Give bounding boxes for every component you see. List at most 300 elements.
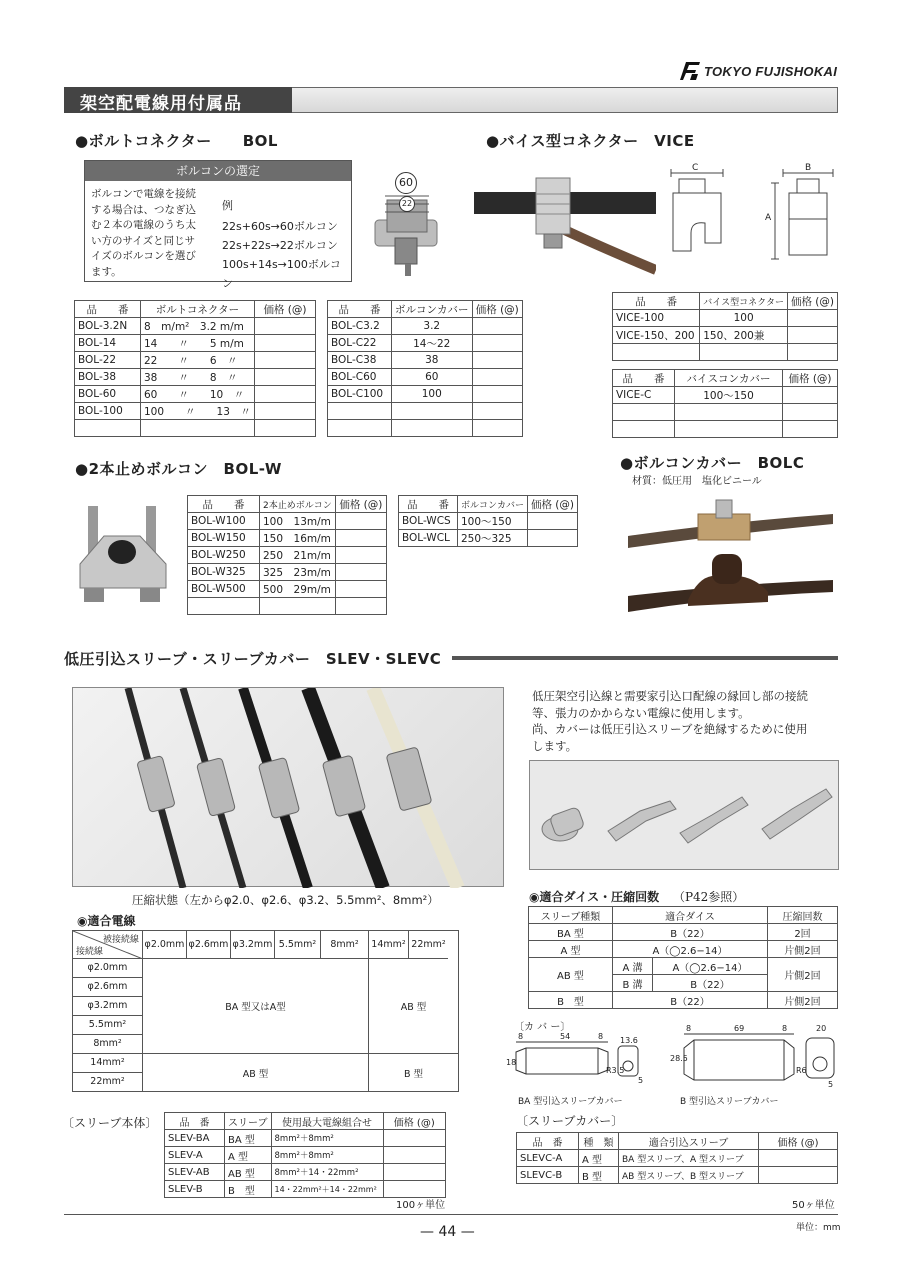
table-row [75,386,316,403]
cell [472,369,523,386]
cell: 2回 [768,924,838,941]
cell: B 型 [579,1167,619,1184]
cell: 100～150 [675,387,783,404]
table-header-row [613,370,838,387]
cell: 150、200兼 [700,327,788,344]
cell [75,420,141,437]
fujishokai-logo-icon [678,60,702,82]
bol-selection-text [91,187,196,280]
table-row [613,387,838,404]
cell: BOL-WCS [399,513,458,530]
cell [527,513,577,530]
cell: 8mm²＋14・22mm² [271,1164,383,1181]
cell [392,403,473,420]
cell [783,421,838,438]
cell: BOL-C60 [328,369,392,386]
table-row [188,564,387,581]
wire-row: 8mm² [73,1035,143,1054]
region-label: BA 型又はA型 [225,1002,286,1013]
example-line: 22s+22s→22ボルコン [222,239,338,252]
cell [472,386,523,403]
cell: BOL-W250 [188,547,260,564]
cell: 片側2回 [768,992,838,1009]
select-line: ます。 [91,265,122,278]
cell: B 型 [225,1181,272,1198]
table-header-row [399,496,578,513]
wire-row: φ3.2mm [73,997,143,1016]
dim: 8 [782,1024,788,1033]
badge-60: 60 [395,172,417,194]
col-header: 品 番 [517,1133,579,1150]
cell: 100 13m/m [260,513,336,530]
slev-compression-photo [72,687,504,887]
body-unit: 100ヶ単位 [396,1200,446,1211]
corner-bottom: 接続線 [76,947,104,957]
cell [335,530,386,547]
footer-rule [64,1214,838,1215]
desc-line: 尚、カバーは低圧引込スリーブを絶縁するために使用 [532,722,808,736]
slev-heading: 低圧引込スリーブ・スリーブカバー SLEV・SLEVC [64,650,442,668]
cell: AB 型 [225,1164,272,1181]
cell: 60 [392,369,473,386]
cell [254,318,315,335]
col-header: バイスコンカバー [675,370,783,387]
cell: AB 型 [529,958,613,992]
dim: 8 [518,1032,524,1041]
cell [759,1150,838,1167]
wire-row: φ2.6mm [73,978,143,997]
table-row [188,530,387,547]
col-header: 圧縮回数 [768,907,838,924]
dies-title-text: ◉適合ダイス・圧縮回数 [529,890,660,904]
slev-heading-rule [452,656,838,660]
cell [787,327,837,344]
table-row [613,344,838,361]
cover-a-drawing [506,1030,656,1090]
cell: B（22） [653,975,768,992]
cell: 8 m/m² 3.2 m/m [141,318,255,335]
table-row [613,327,838,344]
bolc-material: 材質：低圧用 塩化ビニール [632,476,762,487]
cell: 500 29m/m [260,581,336,598]
wire-col: 5.5mm² [275,931,321,959]
cell [700,344,788,361]
col-header: 価格 (@) [759,1133,838,1150]
wire-region-b [369,1054,458,1091]
cell [141,420,255,437]
bol-selection-title: ボルコンの選定 [85,161,351,181]
dies-title [529,888,744,905]
cover-unit: 50ヶ単位 [792,1200,835,1211]
wire-region-ab-bottom [143,1054,369,1091]
cell: B（22） [613,992,768,1009]
cell: 14 〃 5 m/m [141,335,255,352]
dim: R3.5 [606,1066,625,1075]
vice-heading: ●バイス型コネクター VICE [486,132,695,150]
dim-b: B [805,163,812,173]
cell: AB 型スリーブ、B 型スリーブ [619,1167,759,1184]
cell [335,547,386,564]
col-header: 品 番 [613,370,675,387]
select-line: イズのボルコンを選び [91,250,196,262]
table-row [328,335,523,352]
cell [335,598,386,615]
cell [328,420,392,437]
cell: B（22） [613,924,768,941]
cell [188,598,260,615]
cell: SLEV-BA [165,1130,225,1147]
cell [260,598,336,615]
vice-dimension-drawing [665,163,840,273]
cell: BOL-W325 [188,564,260,581]
cell [383,1147,446,1164]
table-row [165,1130,446,1147]
cell [254,386,315,403]
dim-c: C [692,163,699,173]
bolw-heading: ●2本止めボルコン BOL-W [75,460,282,478]
table-row [75,352,316,369]
dim: 69 [734,1024,745,1033]
cell [472,403,523,420]
cell [254,352,315,369]
table-header-row [75,301,316,318]
table-row [75,403,316,420]
region-label: AB 型 [242,1068,269,1080]
table-row [75,335,316,352]
dim: 5 [638,1076,644,1085]
dim-a: A [765,213,772,223]
wire-grid [72,930,459,1092]
cell: 250 21m/m [260,547,336,564]
col-header: 品 番 [613,293,700,310]
col-header: 価格 (@) [335,496,386,513]
cell: SLEV-AB [165,1164,225,1181]
table-row [613,404,838,421]
cell: 8mm²＋8mm² [271,1147,383,1164]
cell: 片側2回 [768,941,838,958]
cell: VICE-100 [613,310,700,327]
desc-line: 等、張力のかからない電線に使用します。 [532,705,750,720]
table-row [517,1167,838,1184]
cell [254,420,315,437]
desc-line: 低圧架空引込線と需要家引込口配線の縁回し部の接続 [532,689,808,703]
cell: 100 [392,386,473,403]
wire-region-ab-top [369,959,458,1054]
cell: BOL-WCL [399,530,458,547]
col-header: ボルトコネクター [141,301,255,318]
table-row [399,530,578,547]
brand-logo [678,60,702,82]
cell [759,1167,838,1184]
col-header: バイス型コネクター [700,293,788,310]
select-line: ボルコンで電線を接続 [91,188,196,200]
dim: 28.5 [670,1054,688,1063]
cell [383,1130,446,1147]
cell: 100 [700,310,788,327]
cell: BOL-100 [75,403,141,420]
slev-description [532,688,808,754]
select-line: む２本の電線のうち太 [91,219,196,231]
wire-row: φ2.0mm [73,959,143,978]
cell [613,404,675,421]
cell: BA 型 [529,924,613,941]
example-line: 22s+60s→60ボルコン [222,220,338,233]
col-header: 価格 (@) [383,1113,446,1130]
table-header-row [165,1113,446,1130]
bol-example-label: 例 [222,199,233,212]
table-row [328,352,523,369]
cell: 60 〃 10 〃 [141,386,255,403]
table-header-row [328,301,523,318]
bol-heading: ●ボルトコネクター BOL [75,132,278,150]
cell [472,420,523,437]
bolw-table [187,495,387,615]
cover-label: 〔カ バ ー〕 [514,1022,571,1033]
cover-b-caption: B 型引込スリーブカバー [680,1097,779,1107]
dim: 8 [598,1032,604,1041]
cell: 38 〃 8 〃 [141,369,255,386]
wire-row-headers [73,959,143,1092]
cover-a-caption: BA 型引込スリーブカバー [518,1097,623,1107]
cell: B 型 [529,992,613,1009]
dim: 54 [560,1032,571,1041]
cell [613,344,700,361]
bolc-cover-photo [628,492,833,622]
wire-row: 14mm² [73,1054,143,1073]
cell: VICE-150、200 [613,327,700,344]
wire-region-ba-a [143,959,369,1054]
dim: 13.6 [620,1036,638,1045]
table-row [188,547,387,564]
cell: B 溝 [613,975,653,992]
cell: BA 型スリーブ、A 型スリーブ [619,1150,759,1167]
cell [254,403,315,420]
cell: A 型 [225,1147,272,1164]
cell [472,335,523,352]
cell: BOL-3.2N [75,318,141,335]
cell: 150 16m/m [260,530,336,547]
table-row [188,598,387,615]
brand-name: TOKYO FUJISHOKAI [704,64,838,79]
cell: 22 〃 6 〃 [141,352,255,369]
col-header: スリーブ種類 [529,907,613,924]
dim: 20 [816,1024,827,1033]
cell: 100～150 [457,513,527,530]
table-header-row [529,907,838,924]
cell: SLEV-B [165,1181,225,1198]
wire-col: φ3.2mm [231,931,275,959]
bol-selection-box [84,160,352,290]
cell: 3.2 [392,318,473,335]
cell: BOL-C38 [328,352,392,369]
cover-table-label: 〔スリーブカバー〕 [516,1114,624,1128]
cell: A 溝 [613,958,653,975]
table-header-row [613,293,838,310]
cell: SLEV-A [165,1147,225,1164]
cell [472,318,523,335]
cell [254,369,315,386]
region-label: AB 型 [400,1002,427,1013]
col-header: ボルコンカバー [392,301,473,318]
example-line: 100s+14s→100ボルコン [222,258,341,290]
table-row [529,958,838,975]
wire-row: 5.5mm² [73,1016,143,1035]
cell: BOL-14 [75,335,141,352]
table-row [613,421,838,438]
cell [787,344,837,361]
bolw-cover-table [398,495,578,547]
col-header: 品 番 [75,301,141,318]
wire-corner [73,931,143,959]
unit-note: 単位：mm [796,1223,841,1233]
cell [335,581,386,598]
cell: SLEVC-A [517,1150,579,1167]
col-header: 価格 (@) [472,301,523,318]
cell [787,310,837,327]
table-row [165,1164,446,1181]
cell: BOL-W500 [188,581,260,598]
cell [392,420,473,437]
col-header: スリーブ [225,1113,272,1130]
wire-col: 14mm² [369,931,409,959]
cell: A 型 [579,1150,619,1167]
col-header: 適合ダイス [613,907,768,924]
sleeve-cover-table [516,1132,838,1184]
table-row [328,403,523,420]
cell: A（◯2.6−14） [613,941,768,958]
cell: 片側2回 [768,958,838,992]
wire-row: 22mm² [73,1073,143,1092]
cell [254,335,315,352]
wire-col: 22mm² [409,931,448,959]
cell [527,530,577,547]
cell: 325 23m/m [260,564,336,581]
bol-cover-table [327,300,523,437]
table-row [328,386,523,403]
bolc-heading: ●ボルコンカバー BOLC [620,454,805,472]
bolw-connector-photo [74,496,174,608]
col-header: ボルコンカバー [457,496,527,513]
col-header: 品 番 [165,1113,225,1130]
sleeve-body-table [164,1112,446,1198]
cover-b-drawing [670,1022,840,1092]
bol-table [74,300,316,437]
wire-col-headers [143,931,448,959]
cell: 100 〃 13 〃 [141,403,255,420]
dim: 8 [686,1024,692,1033]
cell: A（◯2.6−14） [653,958,768,975]
cell: BOL-C3.2 [328,318,392,335]
vice-cover-table [612,369,838,438]
col-header: 使用最大電線組合せ [271,1113,383,1130]
col-header: 品 番 [188,496,260,513]
corner-top: 被接続線 [102,935,139,945]
col-header: 2本止めボルコン [260,496,336,513]
cell: BOL-W100 [188,513,260,530]
col-header: 価格 (@) [254,301,315,318]
cell [675,404,783,421]
bol-connector-photo [365,160,450,282]
dim: R6 [796,1066,807,1075]
cell: BOL-22 [75,352,141,369]
col-header: 品 番 [328,301,392,318]
table-row [328,420,523,437]
col-header: 価格 (@) [527,496,577,513]
cell: 8mm²＋8mm² [271,1130,383,1147]
dies-table [528,906,838,1009]
cell: BOL-C22 [328,335,392,352]
bol-examples [222,217,351,293]
table-row [613,310,838,327]
badge-22: 22 [399,196,415,212]
dim: 18 [506,1058,517,1067]
cell: SLEVC-B [517,1167,579,1184]
cell [335,564,386,581]
table-row [165,1147,446,1164]
table-row [529,992,838,1009]
page-number: — 44 — [420,1224,475,1240]
wire-col: φ2.0mm [143,931,187,959]
cell [613,421,675,438]
table-row [75,369,316,386]
table-row [328,318,523,335]
cell: VICE-C [613,387,675,404]
cell [335,513,386,530]
table-row [75,420,316,437]
select-line: い方のサイズと同じサ [91,234,196,247]
cell [675,421,783,438]
table-row [75,318,316,335]
cell [783,404,838,421]
dim: 5 [828,1080,834,1089]
cell [783,387,838,404]
cell: BOL-C100 [328,386,392,403]
cell: 38 [392,352,473,369]
table-row [165,1181,446,1198]
cell [472,352,523,369]
cell [383,1181,446,1198]
col-header: 価格 (@) [783,370,838,387]
cell: BOL-60 [75,386,141,403]
table-row [328,369,523,386]
vice-connector-photo [474,160,656,275]
cell: BA 型 [225,1130,272,1147]
desc-line: します。 [532,738,578,753]
wire-title: ◉適合電線 [77,914,136,928]
wire-col: φ2.6mm [187,931,231,959]
cell: 14～22 [392,335,473,352]
wire-col: 8mm² [321,931,369,959]
table-row [188,513,387,530]
page-title: 架空配電線用付属品 [64,87,292,113]
cell: 14・22mm²＋14・22mm² [271,1181,383,1198]
cell: BOL-38 [75,369,141,386]
sleeve-types-photo [529,760,839,870]
table-row [399,513,578,530]
photo-caption: 圧縮状態（左からφ2.0、φ2.6、φ3.2、5.5mm²、8mm²） [132,893,439,907]
cell: A 型 [529,941,613,958]
col-header: 種 類 [579,1133,619,1150]
body-label: 〔スリーブ本体〕 [62,1116,158,1130]
cell: 250～325 [457,530,527,547]
dies-ref: （P42参照） [672,890,745,904]
col-header: 品 番 [399,496,458,513]
table-row [529,941,838,958]
col-header: 価格 (@) [787,293,837,310]
table-row [517,1150,838,1167]
col-header: 適合引込スリーブ [619,1133,759,1150]
region-label: B 型 [403,1068,424,1080]
